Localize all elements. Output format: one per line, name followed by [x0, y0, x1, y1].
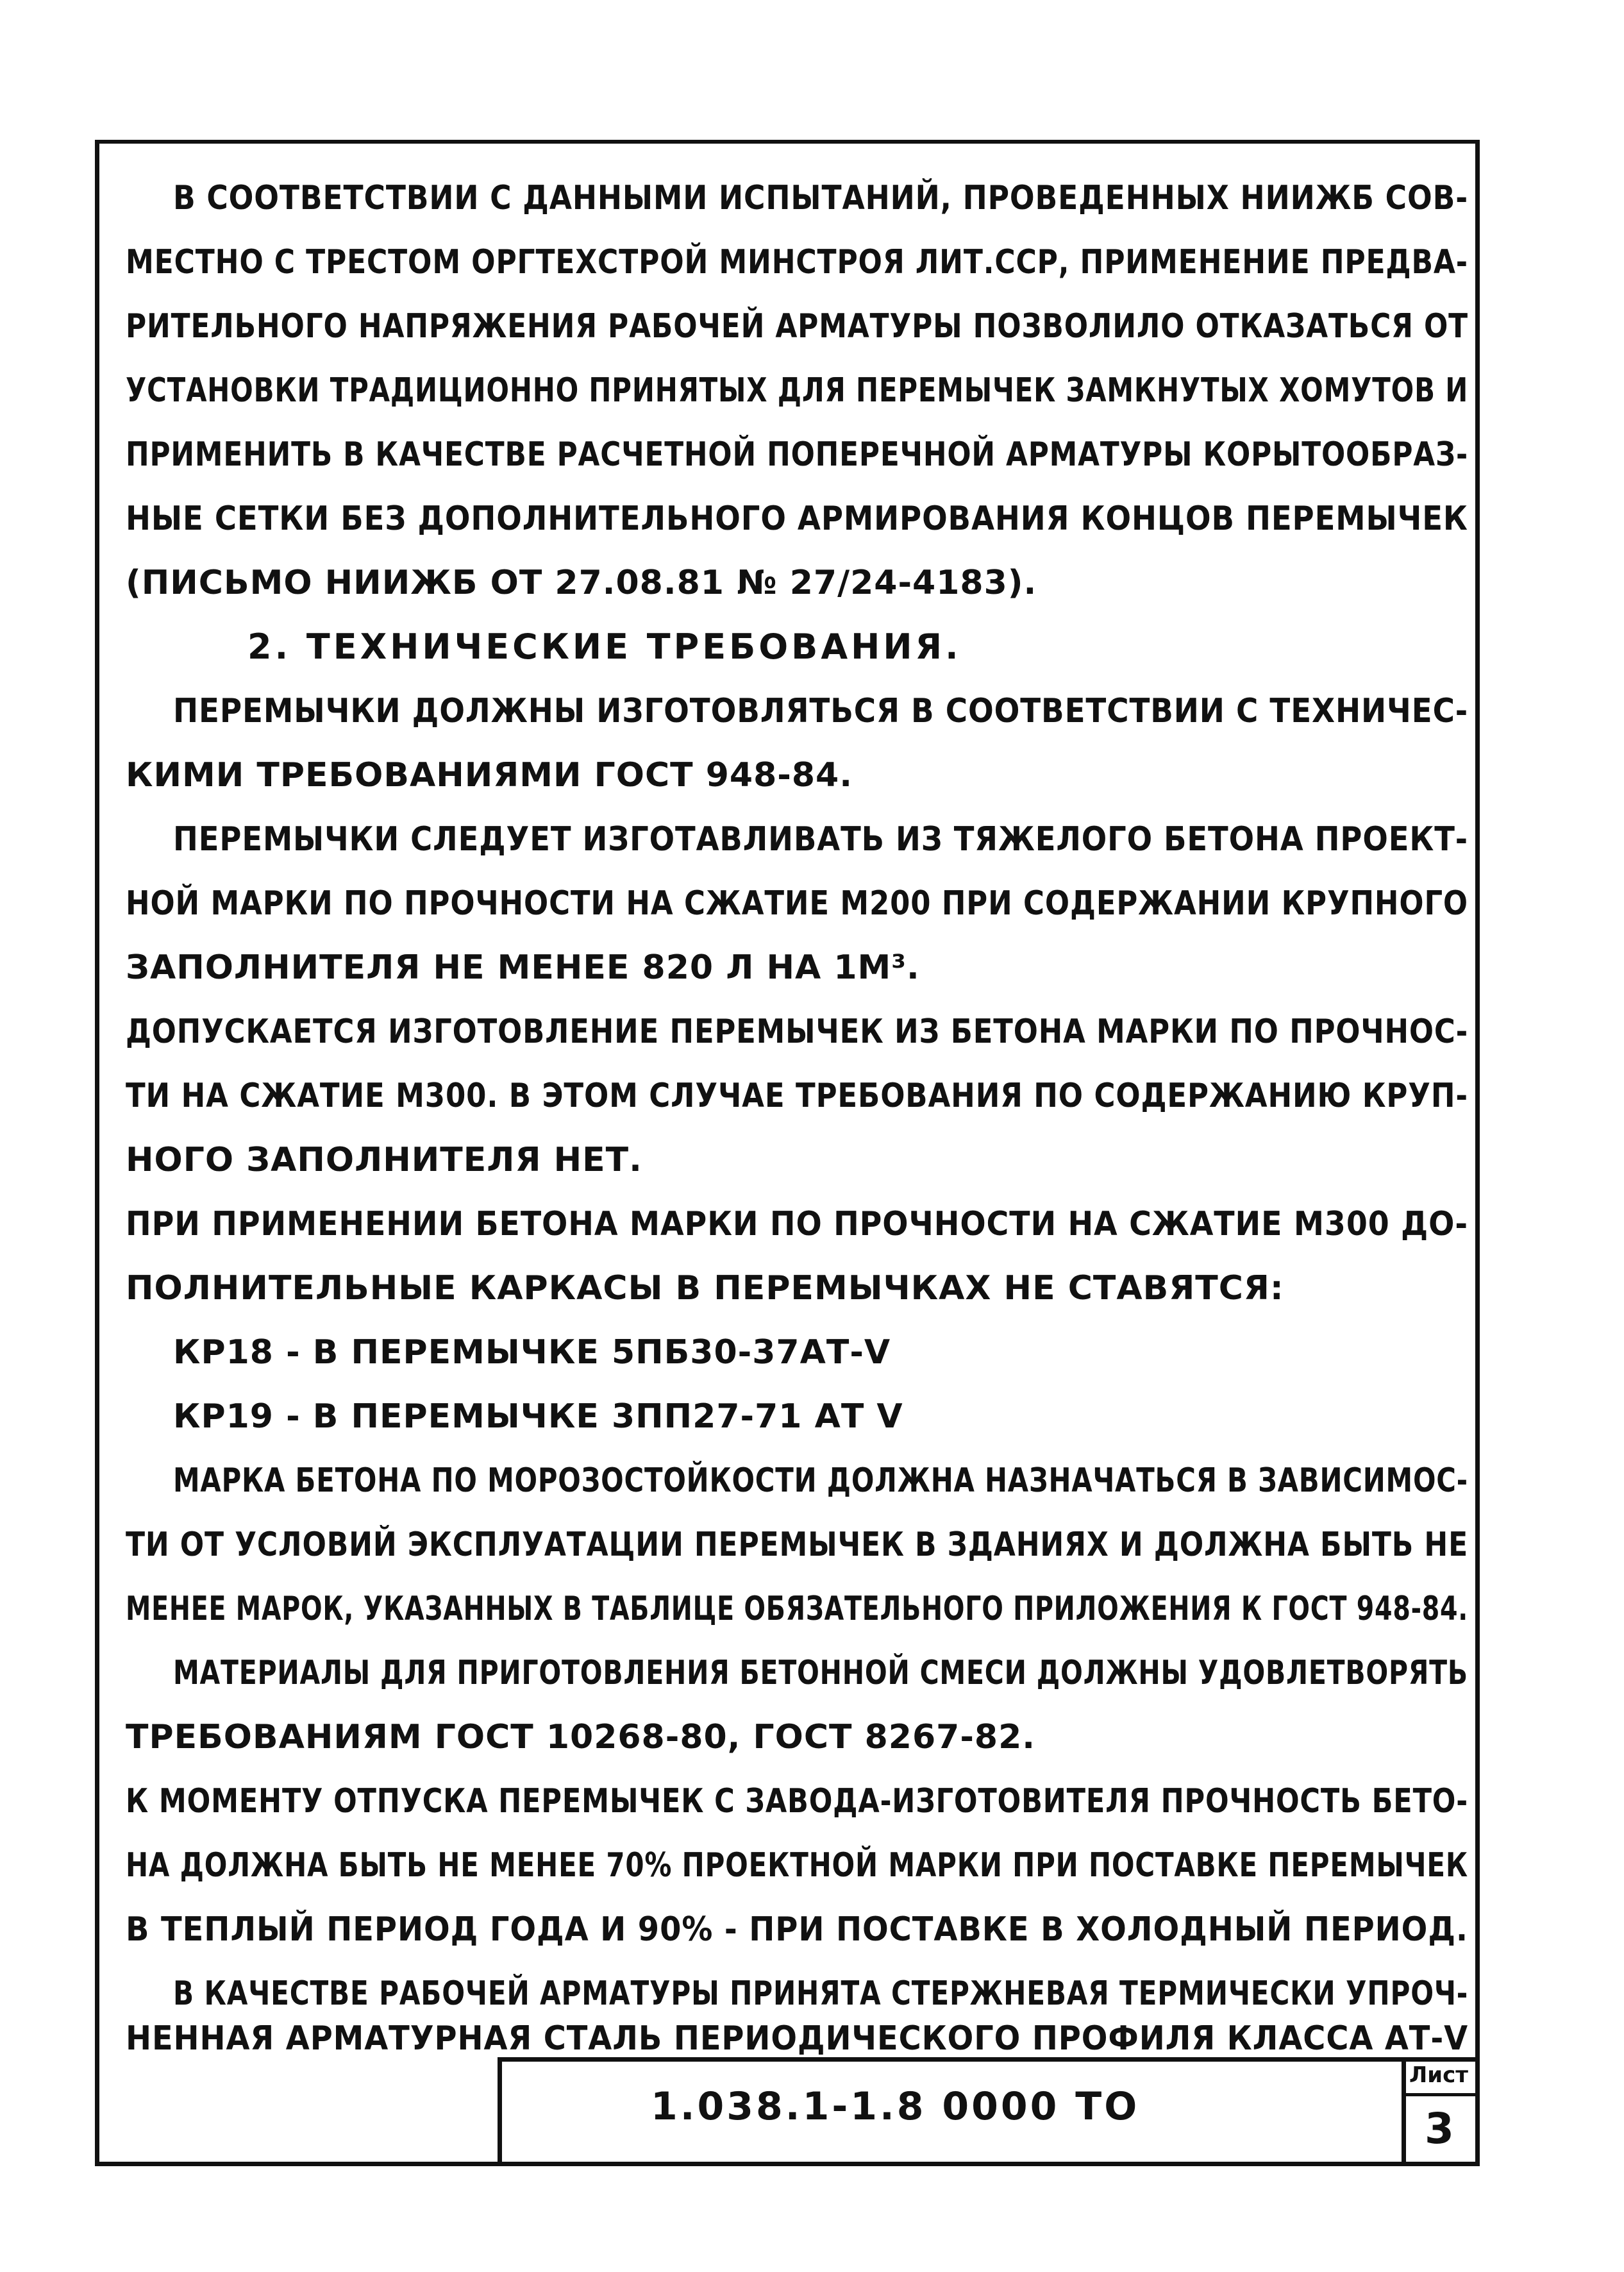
text-line-5: ПРИМЕНИТЬ В КАЧЕСТВЕ РАСЧЕТНОЙ ПОПЕРЕЧНОЙ АРМАТУРЫ КОРЫТООБРАЗ-: [126, 435, 1468, 474]
text-line-11: ПЕРЕМЫЧКИ СЛЕДУЕТ ИЗГОТАВЛИВАТЬ ИЗ ТЯЖЕЛОГО БЕТОНА ПРОЕКТ-: [173, 820, 1468, 859]
text-line-27: НА ДОЛЖНА БЫТЬ НЕ МЕНЕЕ 70% ПРОЕКТНОЙ МАРКИ ПРИ ПОСТАВКЕ ПЕРЕМЫЧЕК: [126, 1846, 1468, 1885]
sheet-label: Лист: [1409, 2062, 1468, 2088]
text-line-2: МЕСТНО С ТРЕСТОМ ОРГТЕХСТРОЙ МИНСТРОЯ ЛИТ.ССР, ПРИМЕНЕНИЕ ПРЕДВА-: [126, 243, 1468, 282]
sheet-cell-divider: [1402, 2093, 1480, 2096]
text-line-4: УСТАНОВКИ ТРАДИЦИОННО ПРИНЯТЫХ ДЛЯ ПЕРЕМЫЧЕК ЗАМКНУТЫХ ХОМУТОВ И: [126, 371, 1469, 410]
text-line-16: НОГО ЗАПОЛНИТЕЛЯ НЕТ.: [126, 1141, 642, 1179]
text-line-19: КР18 - В ПЕРЕМЫЧКЕ 5ПБ30-37АТ-V: [173, 1333, 891, 1372]
text-line-9: ПЕРЕМЫЧКИ ДОЛЖНЫ ИЗГОТОВЛЯТЬСЯ В СООТВЕТСТВИИ С ТЕХНИЧЕС-: [173, 692, 1469, 730]
text-line-15: ТИ НА СЖАТИЕ М300. В ЭТОМ СЛУЧАЕ ТРЕБОВАНИЯ ПО СОДЕРЖАНИЮ КРУП-: [126, 1077, 1468, 1115]
text-line-28: В ТЕПЛЫЙ ПЕРИОД ГОДА И 90% - ПРИ ПОСТАВКЕ В ХОЛОДНЫЙ ПЕРИОД.: [126, 1910, 1469, 1949]
document-code: 1.038.1-1.8 0000 ТО: [651, 2084, 1140, 2129]
sheet-number: 3: [1425, 2104, 1454, 2153]
text-line-13: ЗАПОЛНИТЕЛЯ НЕ МЕНЕЕ 820 Л НА 1М³.: [126, 948, 920, 987]
text-line-30: НЕННАЯ АРМАТУРНАЯ СТАЛЬ ПЕРИОДИЧЕСКОГО ПРОФИЛЯ КЛАССА АТ-V: [126, 2019, 1469, 2058]
text-line-3: РИТЕЛЬНОГО НАПРЯЖЕНИЯ РАБОЧЕЙ АРМАТУРЫ ПОЗВОЛИЛО ОТКАЗАТЬСЯ ОТ: [126, 307, 1468, 346]
text-line-6: НЫЕ СЕТКИ БЕЗ ДОПОЛНИТЕЛЬНОГО АРМИРОВАНИЯ КОНЦОВ ПЕРЕМЫЧЕК: [126, 500, 1468, 538]
text-line-10: КИМИ ТРЕБОВАНИЯМИ ГОСТ 948-84.: [126, 756, 853, 795]
text-line-7: (ПИСЬМО НИИЖБ ОТ 27.08.81 № 27/24-4183).: [126, 564, 1037, 602]
text-line-20: КР19 - В ПЕРЕМЫЧКЕ 3ПП27-71 АТ V: [173, 1397, 903, 1436]
text-line-14: ДОПУСКАЕТСЯ ИЗГОТОВЛЕНИЕ ПЕРЕМЫЧЕК ИЗ БЕТОНА МАРКИ ПО ПРОЧНОС-: [126, 1013, 1469, 1051]
text-line-26: К МОМЕНТУ ОТПУСКА ПЕРЕМЫЧЕК С ЗАВОДА-ИЗГОТОВИТЕЛЯ ПРОЧНОСТЬ БЕТО-: [126, 1782, 1468, 1821]
text-line-25: ТРЕБОВАНИЯМ ГОСТ 10268-80, ГОСТ 8267-82.: [126, 1718, 1036, 1756]
text-line-29: В КАЧЕСТВЕ РАБОЧЕЙ АРМАТУРЫ ПРИНЯТА СТЕРЖНЕВАЯ ТЕРМИЧЕСКИ УПРОЧ-: [173, 1974, 1469, 2013]
text-line-1: В СООТВЕТСТВИИ С ДАННЫМИ ИСПЫТАНИЙ, ПРОВЕДЕННЫХ НИИЖБ СОВ-: [173, 179, 1469, 217]
text-line-24: МАТЕРИАЛЫ ДЛЯ ПРИГОТОВЛЕНИЯ БЕТОННОЙ СМЕСИ ДОЛЖНЫ УДОВЛЕТВОРЯТЬ: [173, 1654, 1468, 1692]
text-line-23: МЕНЕЕ МАРОК, УКАЗАННЫХ В ТАБЛИЦЕ ОБЯЗАТЕЛЬНОГО ПРИЛОЖЕНИЯ К ГОСТ 948-84.: [126, 1590, 1469, 1628]
text-line-21: МАРКА БЕТОНА ПО МОРОЗОСТОЙКОСТИ ДОЛЖНА НАЗНАЧАТЬСЯ В ЗАВИСИМОС-: [173, 1461, 1468, 1500]
text-line-17: ПРИ ПРИМЕНЕНИИ БЕТОНА МАРКИ ПО ПРОЧНОСТИ НА СЖАТИЕ М300 ДО-: [126, 1205, 1468, 1243]
text-line-12: НОЙ МАРКИ ПО ПРОЧНОСТИ НА СЖАТИЕ М200 ПРИ СОДЕРЖАНИИ КРУПНОГО: [126, 884, 1468, 923]
text-line-22: ТИ ОТ УСЛОВИЙ ЭКСПЛУАТАЦИИ ПЕРЕМЫЧЕК В ЗДАНИЯХ И ДОЛЖНА БЫТЬ НЕ: [126, 1526, 1469, 1564]
text-line-18: ПОЛНИТЕЛЬНЫЕ КАРКАСЫ В ПЕРЕМЫЧКАХ НЕ СТАВЯТСЯ:: [126, 1269, 1284, 1308]
section-heading: 2. ТЕХНИЧЕСКИЕ ТРЕБОВАНИЯ.: [247, 627, 962, 667]
